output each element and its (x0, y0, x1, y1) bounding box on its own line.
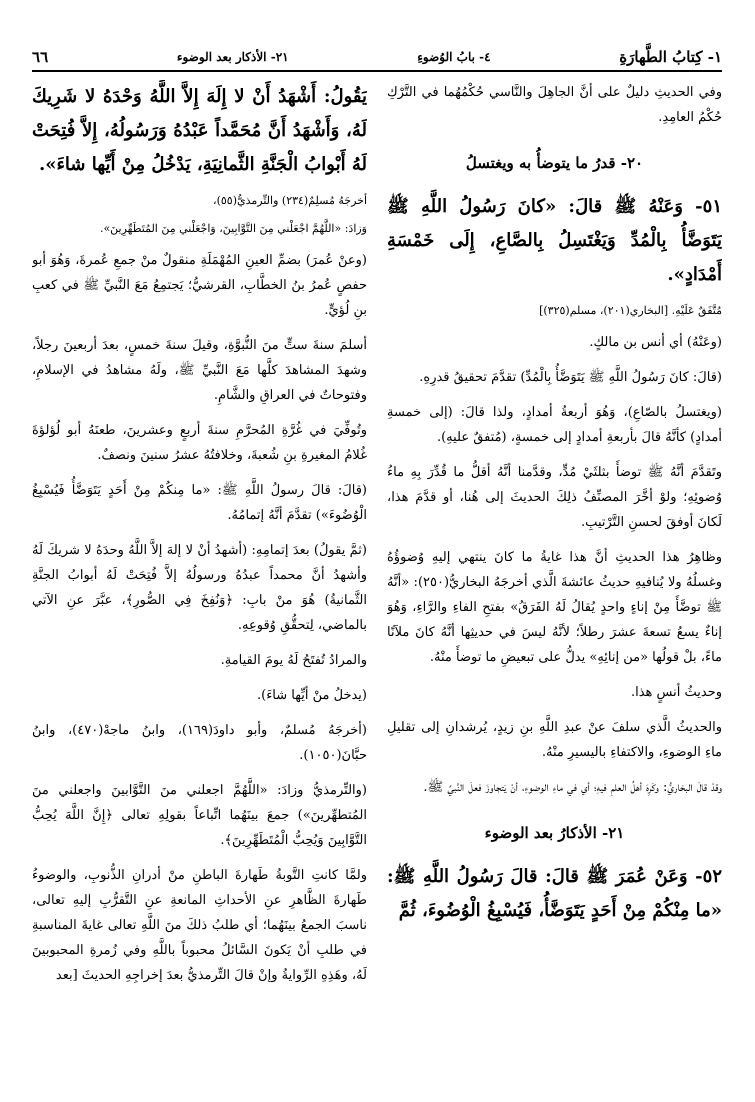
section-heading: ٢١- الأذكارُ بعد الوضوء (484, 824, 625, 842)
paragraph: (يدخلُ منْ أيِّها شاءَ). (256, 688, 367, 703)
left-column (32, 80, 367, 1090)
header-chapter: ١- كِتابُ الطَّهارَةِ (619, 48, 722, 66)
paragraph: وقدْ قالَ البخاريُّ: وكَرِهَ أهلُ العلمِ فيهِ؛ أي في ماءِ الوضوءِ، أنْ يَتجاوزَ فعلَ النَّبيِّ ﷺ. (423, 780, 722, 795)
header-section: ٤- بابُ الوُضوءِ (417, 50, 491, 64)
paragraph: (ثمَّ يقولُ) بعدَ إتمامِهِ: (أشهدُ أنْ لا إلهَ إلاَّ اللَّهُ وحدَهُ لا شريكَ لَهُ وأشهدُ أنَّ محمداً عبدُهُ ورسولُهُ إلاَّ فُتِحَتْ لَهُ أبوابُ الجنَّةِ الثَّمانيةُ) هُوَ منْ بابِ: ﴿وَنُفِخَ فِي الصُّورِ﴾، عبَّرَ عنِ الآتي بالماضي، لِتحقُّقِ وُقوعِهِ. (32, 543, 367, 633)
paragraph: وظاهِرُ هذا الحديثِ أنَّ هذا غايةُ ما كانَ ينتهي إليهِ وُضوؤُهُ وغسلُهُ ولا يُنافيهِ حديثُ عائشةَ الَّذي أخرجَهُ البخاريُّ(٢٥٠): «أنَّهُ ﷺ توضَّأَ مِنْ إناءٍ واحدٍ يُقالُ لَهُ الفَرَقُ» بفتحِ الفاءِ والرَّاءِ، وَهُوَ إناءٌ يسعُ تسعةَ عشرَ رطلاً؛ لأنَّهُ ليسَ في حديثِها أنَّهُ كانَ ملآنًا ماءً، بلْ قولُها «من إنائِهِ» يدلُّ على تبعيضِ ما توضأَ منْهُ. (387, 550, 722, 665)
right-column (387, 80, 722, 1090)
hadith-text: ٥١- وَعَنْهُ ﷺ قالَ: «كانَ رَسُولُ اللَّهِ ﷺ يَتَوَضَّأُ بِالْمُدِّ وَيَغْتَسِلُ بِالصَّاعِ، إِلَى خَمْسَةِ أَمْدَادٍ». (387, 196, 722, 285)
paragraph: أسلمَ سنةَ ستٍّ منَ النُّبوَّةِ، وقيلَ سنةَ خمسٍ، بعدَ أربعينَ رجلاً، وشهدَ المشاهدَ كلَّها مَعَ النَّبيِّ ﷺ، ولَهُ مشاهدُ في الإسلامِ، وفتوحاتٌ في العراقِ والشَّامِ. (32, 338, 367, 403)
paragraph: والحديثُ الَّذي سلفَ عنْ عبدِ اللَّهِ بنِ زيدٍ، يُرشدانِ إلى تقليلِ ماءِ الوضوءِ، والاكتفاءِ باليسيرِ منْهُ. (387, 720, 722, 760)
hadith-reference: أخرجَهُ مُسلِمٌ(٢٣٤) والتِّرمذيُّ(٥٥)، (213, 194, 367, 207)
paragraph: (وعنْ عُمرَ) بضمِّ العينِ المُهْمَلَةِ منقولٌ منْ جمعِ عُمرةَ، وَهُوَ أبو حفصٍ عُمرُ بنُ الخطَّابِ، القرشيُّ؛ يَجتمِعُ مَعَ النَّبيِّ ﷺ في كعبِ بنِ لُؤيٍّ. (32, 253, 367, 318)
page-number: ٦٦ (32, 48, 49, 66)
paragraph: وتُوفِّيَ في غُرَّةِ المُحرَّمِ سنةَ أربعٍ وعشرينَ، طعنَهُ أبو لُؤلؤةَ غُلامُ المغيرةِ بنِ شُعبةَ، وخلافتُهُ عشرُ سنينَ ونصفٌ. (32, 423, 367, 463)
paragraph: (قالَ: كانَ رَسُولُ اللَّهِ ﷺ يَتَوَضَّأُ بِالْمُدِّ) تقدَّمَ تحقيقُ قدرِهِ. (419, 370, 722, 385)
section-heading: ٢٠- قدرُ ما يتوضأُ به ويغتسلُ (465, 154, 644, 172)
hadith-addition: وَزادَ: «اللَّهُمَّ اجْعَلْني مِنَ التَّوَّابِينَ، وَاجْعَلْني مِنَ المُتَطَهِّرِينَ». (99, 222, 367, 235)
paragraph: وفي الحديثِ دليلٌ على أنَّ الجاهِلَ والنَّاسي حُكْمُهُما في التَّرْكِ حُكْمُ العامِدِ. (387, 85, 722, 125)
paragraph: (والتِّرمذيُّ وزادَ: «اللَّهُمَّ اجعلني منَ التَّوَّابينَ واجعلني منَ المُتطهِّرينَ») جمعَ بينَهُما اتِّباعاً بقولِهِ تعالى ﴿إِنَّ اللَّهَ يُحِبُّ التَّوَّابِينَ وَيُحِبُّ الْمُتَطَهِّرِينَ﴾. (32, 783, 367, 848)
paragraph: (قالَ: قالَ رسولُ اللَّهِ ﷺ: «ما مِنكُمْ مِنْ أَحَدٍ يَتَوَضَّأُ فَيُسْبِغُ الْوُضُوءَ») تقدَّمَ أنَّهُ إتمامُهُ. (32, 483, 367, 523)
paragraph: (أخرجَهُ مُسلمٌ، وأبو داودَ(١٦٩)، وابنُ ماجهْ(٤٧٠)، وابنُ حبَّانَ(١٠٥٠). (32, 723, 367, 763)
header-subsection: ٢١- الأذكار بعد الوضوء (176, 50, 289, 64)
paragraph: (ويغتسلُ بالصّاعِ)، وَهُوَ أربعةُ أمدادٍ، ولذا قالَ: (إلى خمسةِ أمدادٍ) كأنَّهُ قالَ بأربعةِ أمدادٍ إلى خمسةٍ، (مُتفقٌ عليهِ). (387, 405, 722, 445)
paragraph: والمرادُ تُفتَحُ لَهُ يومَ القيامةِ. (220, 653, 367, 668)
paragraph: وحديثُ أنسٍ هذا. (630, 685, 722, 700)
page-header (32, 44, 722, 72)
paragraph: (وعَنْهُ) أي أنس بن مالكٍ. (589, 335, 722, 350)
hadith-reference: مُتَّفَقٌ عَلَيْهِ. [البخاري(٢٠١)، مسلم(٣٢٥)] (539, 304, 722, 317)
hadith-text: يَقُولُ: أَشْهَدُ أَنْ لا إِلَهَ إِلاَّ اللَّهُ وَحْدَهُ لا شَرِيكَ لَهُ، وَأَشْهَدُ أَنَّ مُحَمَّداً عَبْدُهُ وَرَسُولُهُ، إِلاَّ فُتِحَتْ لَهُ أَبْوابُ الْجَنَّةِ الثَّمانِيَةِ، يَدْخُلُ مِنْ أَيِّها شاءَ». (32, 86, 367, 175)
paragraph: وتَقدَّمَ أنَّهُ ﷺ توضأَ بثلثَيْ مُدٍّ، وقدَّمنا أنَّهُ أقلُّ ما قُدِّرَ بِهِ ماءُ وُضوئِهِ؛ ولوْ أخَّرَ المصنِّفُ ذلِكَ الحديثَ إلى هُنا، أو قدَّمَ هذا، لَكانَ أوفقَ لحسنِ التَّرْتيبِ. (387, 465, 722, 530)
hadith-text: ٥٢- وَعَنْ عُمَرَ ﷺ قالَ: قالَ رَسُولُ اللَّهِ ﷺ: «ما مِنْكُمْ مِنْ أَحَدٍ يَتَوَضَّأُ، فَيُسْبِغُ الْوُضُوءَ، ثُمَّ (387, 866, 722, 921)
paragraph: ولمَّا كانتِ التَّوبةُ طَهارةَ الباطنِ منْ أدرانِ الذُّنوبِ، والوضوءُ طَهارةَ الظَّاهرِ عنِ الأحداثِ المانعةِ عنِ التَّقرُّبِ إليهِ تعالى، ناسبَ الجمعُ بينَهُما؛ أي طلبُ ذلكَ منَ اللَّهِ تعالى غايةَ المناسبةِ في طلبِ أنْ يَكونَ السَّائلُ محبوباً باللَّهِ وفي زُمرةِ المحبوبينَ لَهُ، وهَذِهِ الرِّوايةُ وإنْ قالَ التِّرمذيُّ بعدَ إخراجِهِ الحديثَ [بعد (32, 868, 367, 983)
